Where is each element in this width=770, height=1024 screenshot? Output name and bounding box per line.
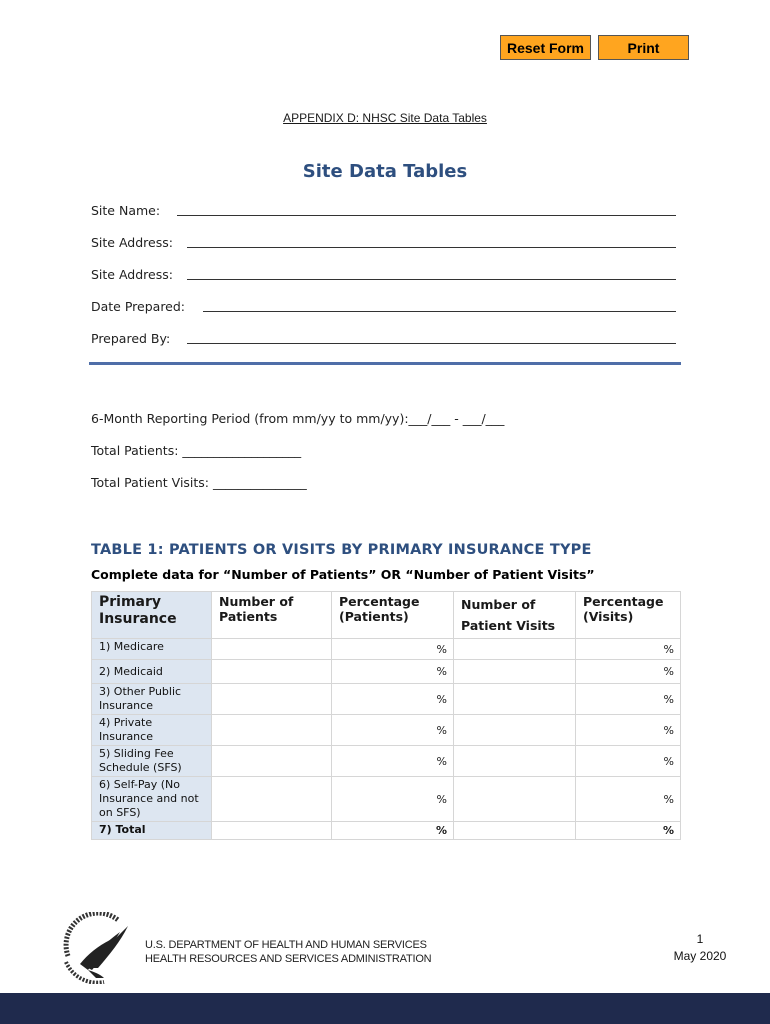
reporting-period[interactable]: 6-Month Reporting Period (from mm/yy to mm/yy):___/___ - ___/___ (91, 411, 505, 426)
total-pct-patients[interactable]: % (332, 822, 454, 840)
page-date: May 2020 (673, 949, 727, 963)
row-label: 1) Medicare (92, 639, 212, 660)
medicaid-pct-visits[interactable]: % (576, 660, 681, 684)
insurance-table (91, 591, 681, 840)
table-row (92, 746, 681, 777)
prepared-by-label: Prepared By: (91, 331, 171, 346)
total-patients-label: Total Patients: (91, 443, 179, 458)
total-visits-cell[interactable] (454, 822, 576, 840)
medicare-pct-patients[interactable]: % (332, 639, 454, 660)
reset-form-button[interactable]: Reset Form (500, 35, 591, 60)
sfs-pct-visits[interactable]: % (576, 746, 681, 777)
medicaid-pct-patients[interactable]: % (332, 660, 454, 684)
total-patients-field[interactable] (91, 443, 301, 458)
table-row (92, 715, 681, 746)
footer-bar (0, 993, 770, 1024)
table-row (92, 822, 681, 840)
date-prepared-input[interactable] (203, 299, 676, 312)
row-label: 4) Private Insurance (92, 715, 212, 746)
page-title: Site Data Tables (302, 161, 468, 182)
sfs-pct-patients[interactable]: % (332, 746, 454, 777)
table1-title: TABLE 1: PATIENTS OR VISITS BY PRIMARY INSURANCE TYPE (91, 542, 592, 558)
other-public-pct-visits[interactable]: % (576, 684, 681, 715)
row-label: 5) Sliding Fee Schedule (SFS) (92, 746, 212, 777)
other-public-pct-patients[interactable]: % (332, 684, 454, 715)
hhs-department-name (145, 938, 431, 966)
total-patients-cell[interactable] (212, 822, 332, 840)
row-label: 2) Medicaid (92, 660, 212, 684)
site-name-field[interactable] (91, 203, 160, 221)
print-button[interactable]: Print (598, 35, 689, 60)
self-pay-patients-cell[interactable] (212, 777, 332, 822)
other-public-patients-cell[interactable] (212, 684, 332, 715)
table1-subtitle: Complete data for “Number of Patients” OR “Number of Patient Visits” (91, 567, 595, 582)
total-visits-field[interactable] (91, 475, 307, 490)
appendix-heading: APPENDIX D: NHSC Site Data Tables (283, 111, 487, 125)
site-name-label: Site Name: (91, 203, 161, 218)
site-address-label: Site Address: (91, 235, 173, 250)
header-number-patients: Number of Patients (212, 592, 332, 639)
page-footer-info (650, 931, 750, 965)
medicaid-visits-cell[interactable] (454, 660, 576, 684)
table-header-row (92, 592, 681, 639)
prepared-by-input[interactable] (187, 331, 676, 344)
date-prepared-field[interactable] (91, 299, 185, 317)
self-pay-visits-cell[interactable] (454, 777, 576, 822)
table-row (92, 777, 681, 822)
sfs-patients-cell[interactable] (212, 746, 332, 777)
site-address-field-1[interactable] (91, 235, 173, 253)
private-pct-patients[interactable]: % (332, 715, 454, 746)
medicaid-patients-cell[interactable] (212, 660, 332, 684)
row-label: 6) Self-Pay (No Insurance and not on SFS) (92, 777, 212, 822)
date-prepared-label: Date Prepared: (91, 299, 186, 314)
total-visits-label: Total Patient Visits: (91, 475, 210, 490)
hhs-eagle-seal-icon (58, 912, 136, 984)
dept-line-1: U.S. DEPARTMENT OF HEALTH AND HUMAN SERVICES (145, 939, 427, 951)
total-patients-input[interactable]: ___________________ (182, 443, 302, 458)
total-pct-visits[interactable]: % (576, 822, 681, 840)
table-row (92, 660, 681, 684)
site-address-input-1[interactable] (187, 235, 676, 248)
header-primary-insurance: Primary Insurance (92, 592, 212, 639)
table-row (92, 684, 681, 715)
row-label: 3) Other Public Insurance (92, 684, 212, 715)
table-row (92, 639, 681, 660)
sfs-visits-cell[interactable] (454, 746, 576, 777)
site-address-label: Site Address: (91, 267, 173, 282)
header-percentage-patients: Percentage (Patients) (332, 592, 454, 639)
self-pay-pct-visits[interactable]: % (576, 777, 681, 822)
header-number-visits: Number of Patient Visits (454, 592, 576, 639)
header-percentage-visits: Percentage (Visits) (576, 592, 681, 639)
private-visits-cell[interactable] (454, 715, 576, 746)
site-address-input-2[interactable] (187, 267, 676, 280)
page-number: 1 (696, 932, 704, 946)
medicare-patients-cell[interactable] (212, 639, 332, 660)
private-pct-visits[interactable]: % (576, 715, 681, 746)
section-divider (89, 362, 681, 365)
dept-line-2: HEALTH RESOURCES AND SERVICES ADMINISTRATION (145, 953, 432, 965)
site-name-input[interactable] (177, 203, 676, 216)
medicare-pct-visits[interactable]: % (576, 639, 681, 660)
site-address-field-2[interactable] (91, 267, 173, 285)
private-patients-cell[interactable] (212, 715, 332, 746)
medicare-visits-cell[interactable] (454, 639, 576, 660)
other-public-visits-cell[interactable] (454, 684, 576, 715)
total-visits-input[interactable]: _______________ (213, 475, 307, 490)
prepared-by-field[interactable] (91, 331, 170, 349)
self-pay-pct-patients[interactable]: % (332, 777, 454, 822)
row-label: 7) Total (92, 822, 212, 840)
